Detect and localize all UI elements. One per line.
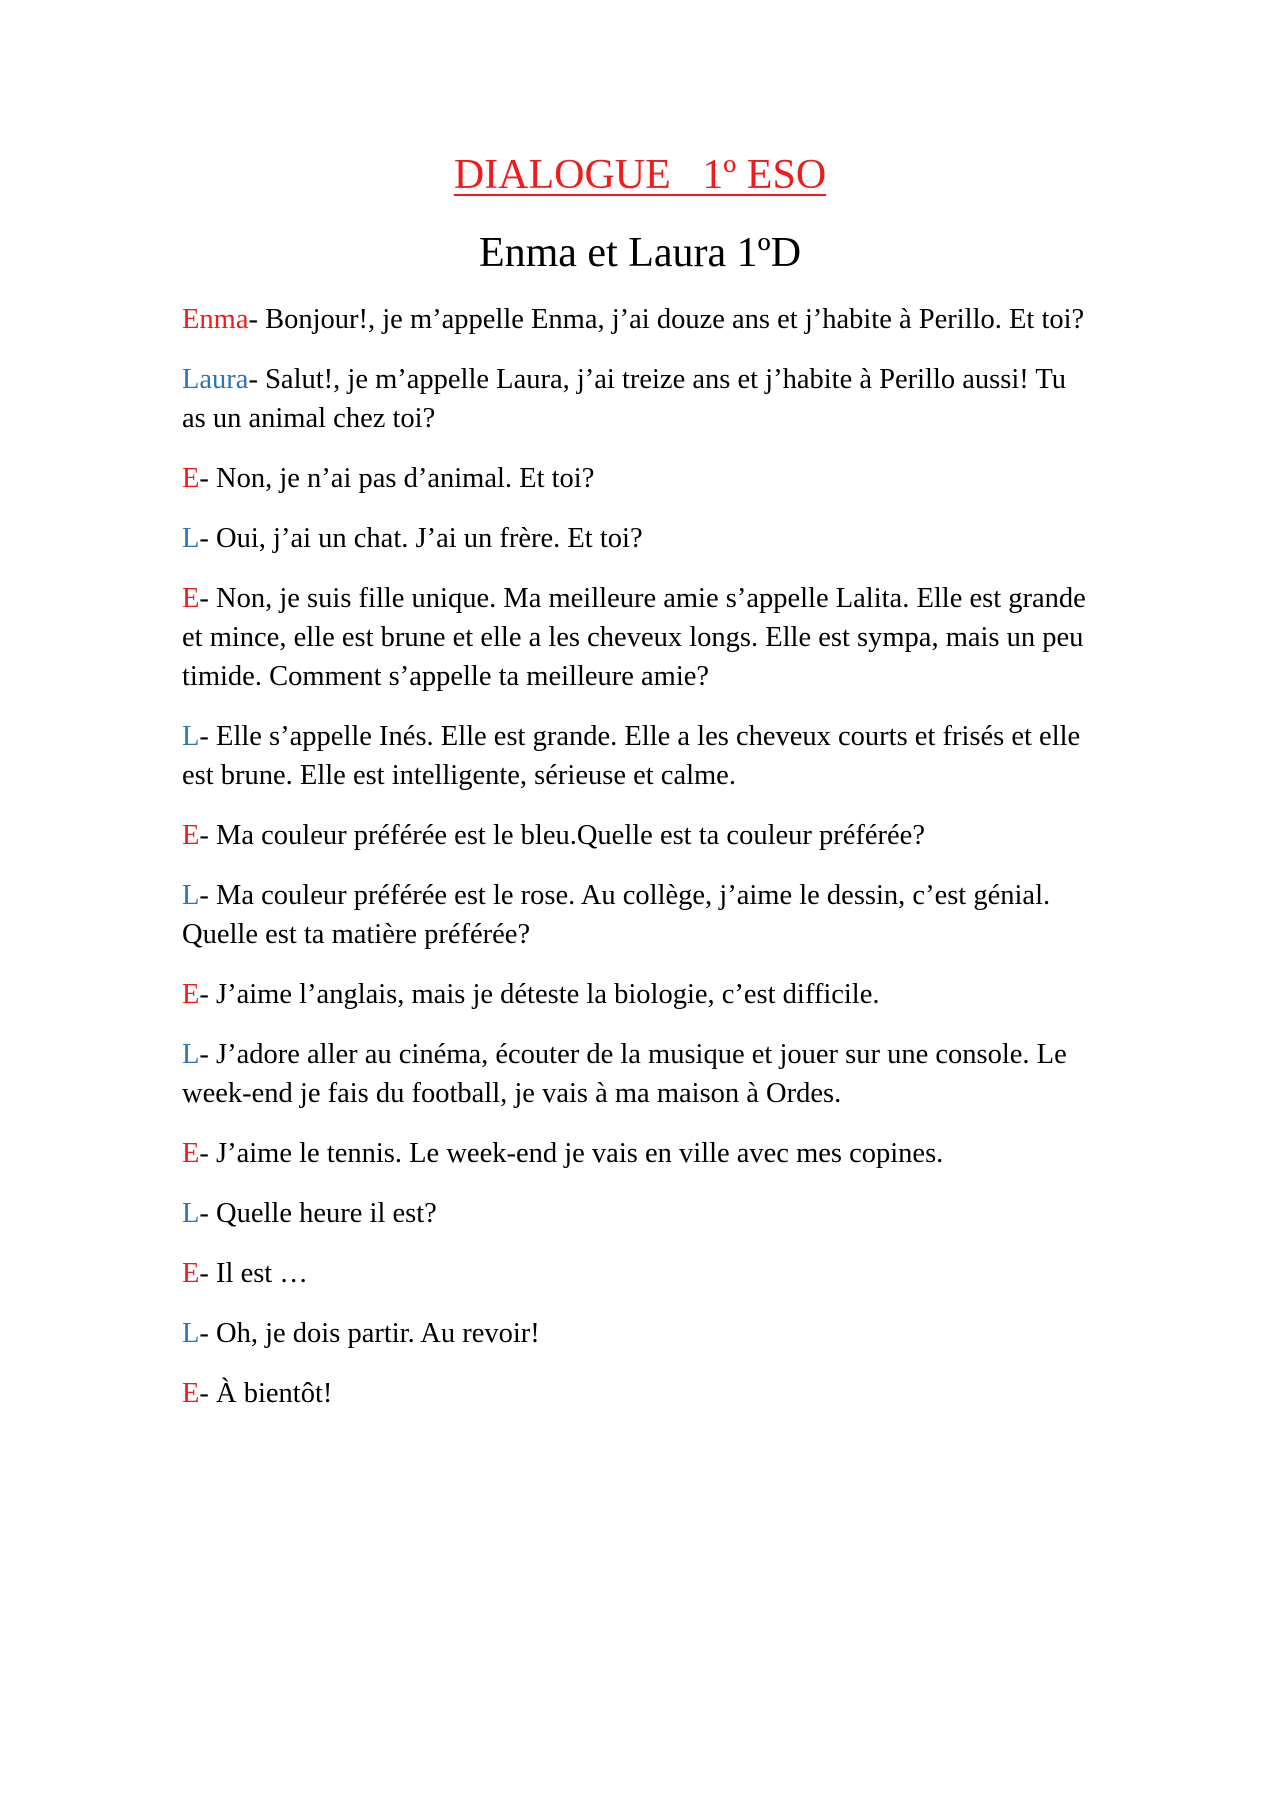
dialogue-text: - Quelle heure il est? xyxy=(199,1198,437,1229)
dialogue-line xyxy=(182,1194,1087,1233)
dialogue-line xyxy=(182,459,1087,498)
dialogue-line xyxy=(182,1254,1087,1293)
speaker-label: E xyxy=(182,1378,200,1409)
speaker-label: Enma xyxy=(182,304,249,335)
dialogue-text: - Oui, j’ai un chat. J’ai un frère. Et toi? xyxy=(199,523,643,554)
dialogue-text: - J’aime le tennis. Le week-end je vais en ville avec mes copines. xyxy=(199,1138,944,1169)
dialogue-line xyxy=(182,519,1087,558)
dialogue-line xyxy=(182,1314,1087,1353)
dialogue-line xyxy=(182,360,1087,438)
dialogue-text: - J’aime l’anglais, mais je déteste la biologie, c’est difficile. xyxy=(199,979,880,1010)
dialogue-line xyxy=(182,876,1087,954)
speaker-label: L xyxy=(182,1039,200,1070)
speaker-label: E xyxy=(182,583,200,614)
speaker-label: E xyxy=(182,820,200,851)
speaker-label: L xyxy=(182,1198,200,1229)
speaker-label: L xyxy=(182,880,200,911)
speaker-label: Laura xyxy=(182,364,249,395)
speaker-label: L xyxy=(182,523,200,554)
dialogue-text: - Ma couleur préférée est le bleu.Quelle est ta couleur préférée? xyxy=(199,820,925,851)
speaker-label: E xyxy=(182,979,200,1010)
dialogue-text: - Elle s’appelle Inés. Elle est grande. Elle a les cheveux courts et frisés et elle est brune. Elle est intelligente, sérieuse et calme. xyxy=(182,721,1081,791)
page-subtitle: Enma et Laura 1ºD xyxy=(478,230,802,276)
dialogue-text: - Non, je n’ai pas d’animal. Et toi? xyxy=(199,463,595,494)
dialogue-line xyxy=(182,1134,1087,1173)
page-title: DIALOGUE 1º ESO xyxy=(453,152,827,198)
speaker-label: E xyxy=(182,1138,200,1169)
dialogue-line xyxy=(182,1374,1087,1413)
dialogue-text: - À bientôt! xyxy=(199,1378,333,1409)
dialogue-text: - Oh, je dois partir. Au revoir! xyxy=(199,1318,540,1349)
speaker-label: E xyxy=(182,463,200,494)
dialogue-text: - Bonjour!, je m’appelle Enma, j’ai douze ans et j’habite à Perillo. Et toi? xyxy=(248,304,1085,335)
dialogue-text: - Il est … xyxy=(199,1258,308,1289)
dialogue-line xyxy=(182,975,1087,1014)
dialogue-line xyxy=(182,300,1087,339)
dialogue-line xyxy=(182,579,1087,696)
dialogue-text: - Non, je suis fille unique. Ma meilleure amie s’appelle Lalita. Elle est grande et mince, elle est brune et elle a les cheveux longs. Elle est sympa, mais un peu timide. Comment s’appelle ta meilleure amie? xyxy=(182,583,1086,692)
speaker-label: L xyxy=(182,721,200,752)
dialogue-text: - Salut!, je m’appelle Laura, j’ai treize ans et j’habite à Perillo aussi! Tu as un animal chez toi? xyxy=(182,364,1066,434)
dialogue-line xyxy=(182,1035,1087,1113)
speaker-label: L xyxy=(182,1318,200,1349)
dialogue-body xyxy=(182,300,1087,1434)
dialogue-line xyxy=(182,717,1087,795)
dialogue-text: - J’adore aller au cinéma, écouter de la musique et jouer sur une console. Le week-end je fais du football, je vais à ma maison à Ordes. xyxy=(182,1039,1067,1109)
dialogue-text: - Ma couleur préférée est le rose. Au collège, j’aime le dessin, c’est génial. Quelle est ta matière préférée? xyxy=(182,880,1051,950)
dialogue-line xyxy=(182,816,1087,855)
speaker-label: E xyxy=(182,1258,200,1289)
